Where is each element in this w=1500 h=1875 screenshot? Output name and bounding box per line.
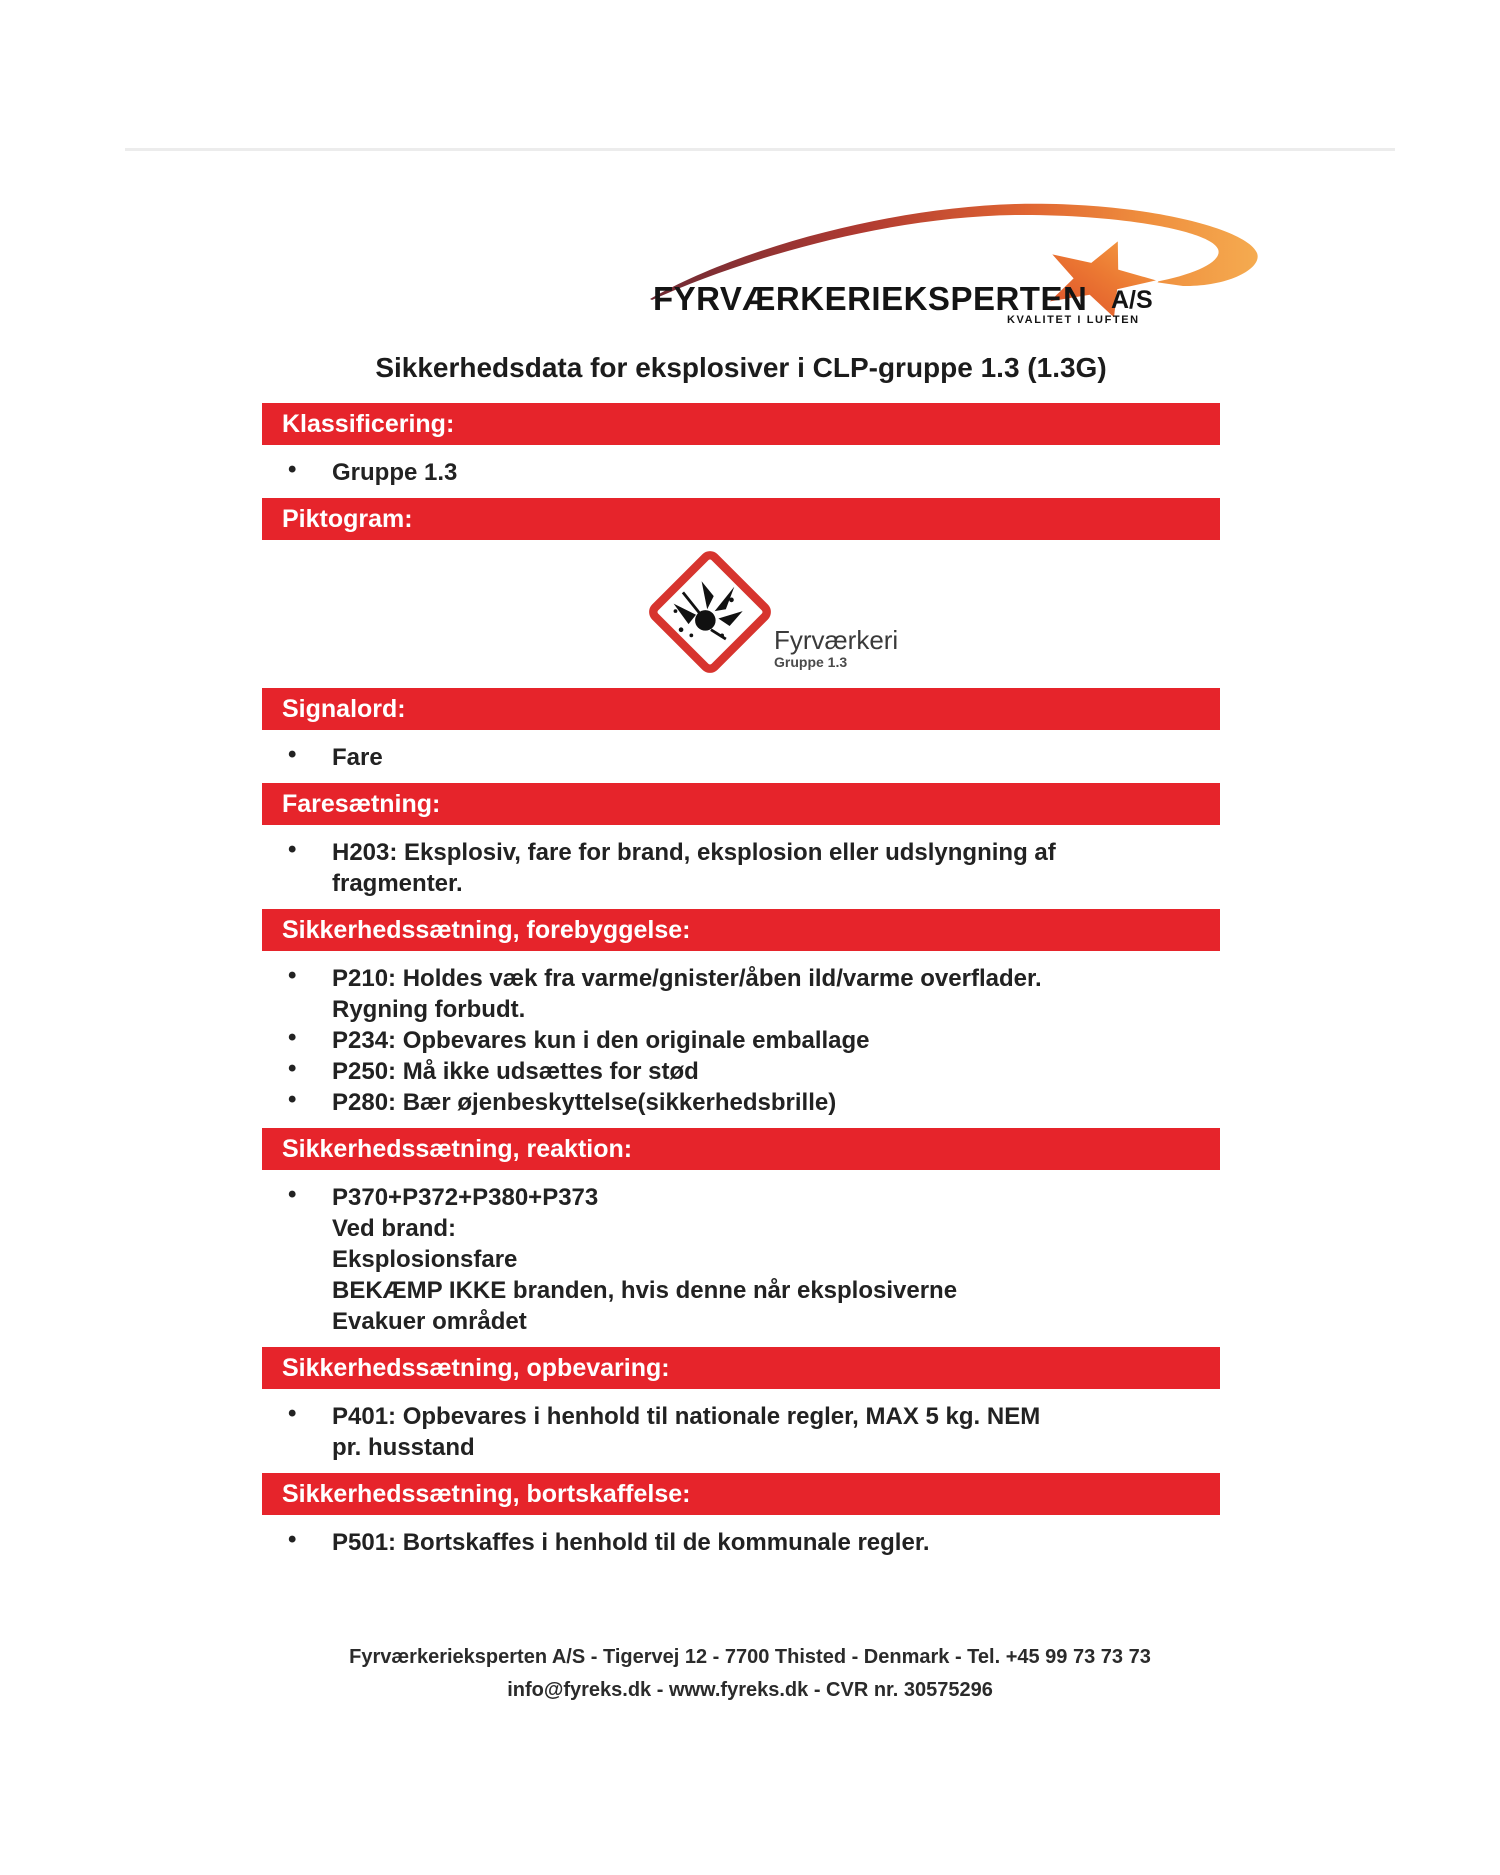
section-opbevaring [262, 1347, 1220, 1473]
logo-graphic [555, 158, 1335, 348]
bullet-line: fragmenter. [332, 870, 463, 897]
bullet-line: • Gruppe 1.3 [332, 459, 458, 486]
section-header-reaktion: Sikkerhedssætning, reaktion: [262, 1128, 1220, 1170]
bullet-line: • P370+P372+P380+P373 [332, 1184, 599, 1211]
bullet-line: Eksplosionsfare [332, 1246, 518, 1273]
section-reaktion [262, 1128, 1220, 1347]
bullet-list [262, 1515, 1220, 1568]
section-forebyggelse [262, 909, 1220, 1128]
section-header-klassificering: Klassificering: [262, 403, 1220, 445]
footer [0, 1641, 1500, 1707]
explosive-diamond-icon [640, 542, 780, 682]
bullet-line: BEKÆMP IKKE branden, hvis denne når eksplosiverne [332, 1277, 958, 1304]
section-signalord [262, 688, 1220, 783]
logo-suffix: A/S [1111, 286, 1153, 314]
bullet-line: Evakuer området [332, 1308, 527, 1335]
section-header-bortskaffelse: Sikkerhedssætning, bortskaffelse: [262, 1473, 1220, 1515]
list-item [262, 963, 1220, 1025]
bullet-line: • H203: Eksplosiv, fare for brand, eksplosion eller udslyngning af [332, 839, 1056, 866]
bullet-line: • P280: Bær øjenbeskyttelse(sikkerhedsbrille) [332, 1089, 837, 1116]
footer-line-2: info@fyreks.dk - www.fyreks.dk - CVR nr. 30575296 [507, 1679, 993, 1701]
company-logo [555, 158, 1335, 348]
section-header-faresaetning: Faresætning: [262, 783, 1220, 825]
list-item [262, 742, 1220, 773]
bullet-line: • P234: Opbevares kun i den originale emballage [332, 1027, 870, 1054]
list-item [262, 1025, 1220, 1056]
list-item [262, 1182, 1220, 1337]
page-title: Sikkerhedsdata for eksplosiver i CLP-gruppe 1.3 (1.3G) [375, 352, 1107, 383]
logo-wordmark: FYRVÆRKERIEKSPERTEN [653, 280, 1088, 317]
bullet-line: Rygning forbudt. [332, 996, 526, 1023]
section-bortskaffelse [262, 1473, 1220, 1568]
bullet-list [262, 445, 1220, 498]
list-item [262, 1527, 1220, 1558]
section-header-opbevaring: Sikkerhedssætning, opbevaring: [262, 1347, 1220, 1389]
ghs-pictogram [262, 540, 1220, 688]
bullet-line: • Fare [332, 744, 383, 771]
bullet-line: • P210: Holdes væk fra varme/gnister/åben ild/varme overflader. [332, 965, 1042, 992]
list-item [262, 457, 1220, 488]
section-piktogram [262, 498, 1220, 688]
list-item [262, 1056, 1220, 1087]
pictogram-sublabel: Gruppe 1.3 [774, 654, 848, 670]
logo-tagline: KVALITET I LUFTEN [1007, 314, 1140, 326]
section-klassificering [262, 403, 1220, 498]
footer-line-1: Fyrværkerieksperten A/S - Tigervej 12 - 7700 Thisted - Denmark - Tel. +45 99 73 73 73 [349, 1646, 1151, 1668]
pictogram-caption [774, 626, 898, 670]
bullet-list [262, 825, 1220, 909]
list-item [262, 837, 1220, 899]
pictogram-label: Fyrværkeri [774, 625, 899, 655]
bullet-list [262, 1170, 1220, 1347]
bullet-list [262, 1389, 1220, 1473]
bullet-line: pr. husstand [332, 1434, 475, 1461]
section-header-signalord: Signalord: [262, 688, 1220, 730]
bullet-line: • P401: Opbevares i henhold til nationale regler, MAX 5 kg. NEM [332, 1403, 1041, 1430]
top-divider [125, 148, 1395, 151]
section-header-forebyggelse: Sikkerhedssætning, forebyggelse: [262, 909, 1220, 951]
bullet-line: • P250: Må ikke udsættes for stød [332, 1058, 699, 1085]
bullet-line: • P501: Bortskaffes i henhold til de kommunale regler. [332, 1529, 930, 1556]
list-item [262, 1087, 1220, 1118]
document-content [262, 352, 1220, 1568]
section-faresaetning [262, 783, 1220, 909]
section-header-piktogram: Piktogram: [262, 498, 1220, 540]
bullet-list [262, 730, 1220, 783]
bullet-list [262, 951, 1220, 1128]
bullet-line: Ved brand: [332, 1215, 457, 1242]
list-item [262, 1401, 1220, 1463]
